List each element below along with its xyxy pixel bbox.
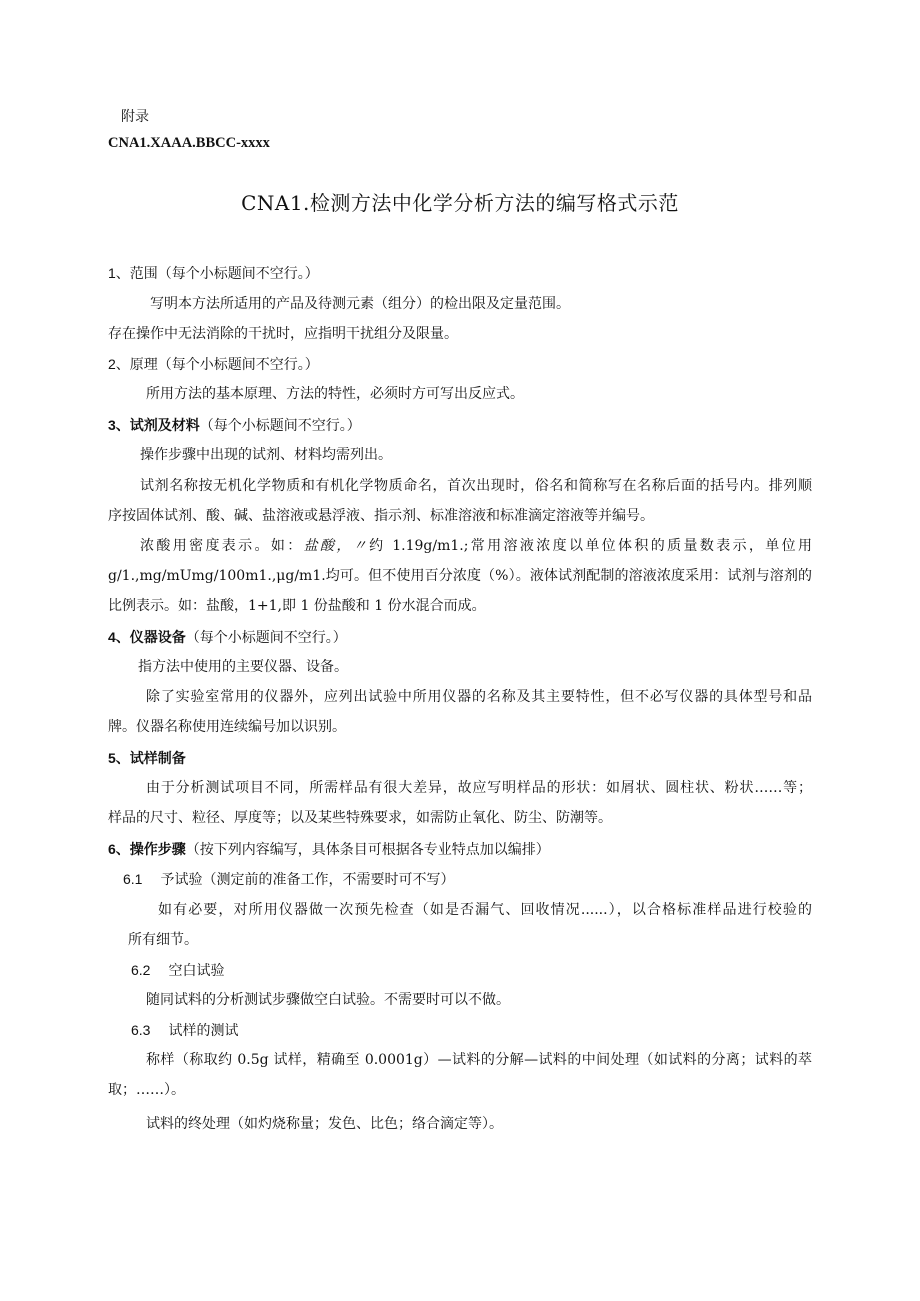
section-number: 2、 (108, 356, 130, 372)
section-number: 4、 (108, 629, 130, 645)
subsection-6-3-paragraph-1-line-1: 称样（称取约 0.5g 试样，精确至 0.0001g）—试料的分解—试料的中间处理（如试料的分离；试料的萃 (146, 1052, 812, 1068)
section-1-paragraph-1: 写明本方法所适用的产品及待测元素（组分）的检出限及定量范围。 (150, 296, 570, 312)
section-2-paragraph-1: 所用方法的基本原理、方法的特性，必须时方可写出反应式。 (146, 386, 524, 402)
subsection-6-2-paragraph: 随同试料的分析测试步骤做空白试验。不需要时可以不做。 (146, 992, 510, 1008)
section-1-heading (108, 264, 319, 283)
section-3-paragraph-1: 操作步骤中出现的试剂、材料均需列出。 (140, 447, 392, 463)
subsection-6-2-heading (131, 961, 224, 980)
section-3-heading (108, 416, 361, 435)
section-4-paragraph-1: 指方法中使用的主要仪器、设备。 (138, 659, 348, 675)
section-title: 试剂及材料 (129, 418, 200, 434)
section-5-paragraph-1-line-2: 样品的尺寸、粒径、厚度等；以及某些特殊要求，如需防止氧化、防尘、防潮等。 (108, 810, 612, 826)
section-title: 范围 (129, 266, 158, 282)
subsection-6-3-paragraph-1-line-2: 取；……）。 (108, 1082, 185, 1098)
section-5-paragraph-1-line-1: 由于分析测试项目不同，所需样品有很大差异，故应写明样品的形状：如屑状、圆柱状、粉状……等； (146, 780, 812, 796)
section-title: 操作步骤 (129, 842, 186, 858)
section-3-paragraph-3-line-3: 比例表示。如：盐酸，1+1,即 1 份盐酸和 1 份水混合而成。 (108, 598, 486, 614)
subsection-title: 试样的测试 (168, 1023, 239, 1039)
section-note: （每个小标题间不空行。） (157, 266, 319, 282)
subsection-6-1-paragraph-line-1: 如有必要，对所用仪器做一次预先检查（如是否漏气、回收情况......），以合格标准样品进行校验的 (158, 902, 812, 918)
appendix-label: 附录 (121, 109, 149, 125)
section-6-heading (108, 840, 550, 859)
section-5-heading (108, 749, 186, 768)
section-3-paragraph-3-line-1 (140, 537, 812, 555)
section-note: （每个小标题间不空行。） (157, 357, 319, 373)
subsection-number: 6.3 (131, 1022, 151, 1038)
text-span: 浓酸用密度表示。如： (140, 538, 304, 554)
section-3-paragraph-3-line-2: g∕1.,mg/mUmg∕100m1.,μg∕m1.均可。但不使用百分浓度（%）。液体试剂配制的溶液浓度采用：试剂与溶剂的 (108, 568, 812, 584)
section-3-paragraph-2-line-1: 试剂名称按无机化学物质和有机化学物质命名，首次出现时，俗名和简称写在名称后面的括号内。排列顺 (140, 478, 812, 494)
subsection-title: 予试验（测定前的准备工作，不需要时可不写） (160, 872, 455, 888)
subsection-6-1-paragraph-line-2: 所有细节。 (128, 932, 198, 948)
section-note: （每个小标题间不空行。） (199, 418, 361, 434)
text-span: 约 1.19g∕m1.;常用溶液浓度以单位体积的质量数表示，单位用 (369, 538, 813, 554)
section-number: 5、 (108, 750, 130, 766)
section-number: 3、 (108, 417, 130, 433)
section-note: （每个小标题间不空行。） (185, 630, 347, 646)
page-title: CNA1.检测方法中化学分析方法的编写格式示范 (241, 191, 679, 215)
section-title: 原理 (129, 357, 158, 373)
section-note: （按下列内容编写，具体条目可根据各专业特点加以编排） (185, 842, 550, 858)
subsection-6-3-paragraph-2: 试料的终处理（如灼烧称量；发色、比色；络合滴定等）。 (146, 1116, 503, 1132)
section-3-paragraph-2-line-2: 序按固体试剂、酸、碱、盐溶液或悬浮液、指示剂、标准溶液和标准滴定溶液等并编号。 (108, 508, 654, 524)
subsection-number: 6.1 (123, 871, 143, 887)
document-code: CNA1.XAAA.BBCC-xxxx (108, 135, 270, 151)
subsection-title: 空白试验 (168, 963, 225, 979)
section-number: 1、 (108, 265, 130, 281)
section-2-heading (108, 355, 319, 374)
subsection-number: 6.2 (131, 962, 151, 978)
section-1-paragraph-2: 存在操作中无法消除的干扰时，应指明干扰组分及限量。 (108, 326, 458, 342)
section-4-paragraph-2-line-1: 除了实验室常用的仪器外，应列出试验中所用仪器的名称及其主要特性，但不必写仪器的具体型号和品 (146, 689, 812, 705)
section-4-heading (108, 628, 347, 647)
subsection-6-3-heading (131, 1021, 238, 1040)
section-number: 6、 (108, 841, 130, 857)
section-title: 仪器设备 (129, 630, 186, 646)
section-4-paragraph-2-line-2: 牌。仪器名称使用连续编号加以识别。 (108, 719, 346, 735)
section-title: 试样制备 (129, 751, 186, 767)
subsection-6-1-heading (123, 870, 454, 889)
text-span-italic: 盐酸，〃 (303, 538, 370, 554)
